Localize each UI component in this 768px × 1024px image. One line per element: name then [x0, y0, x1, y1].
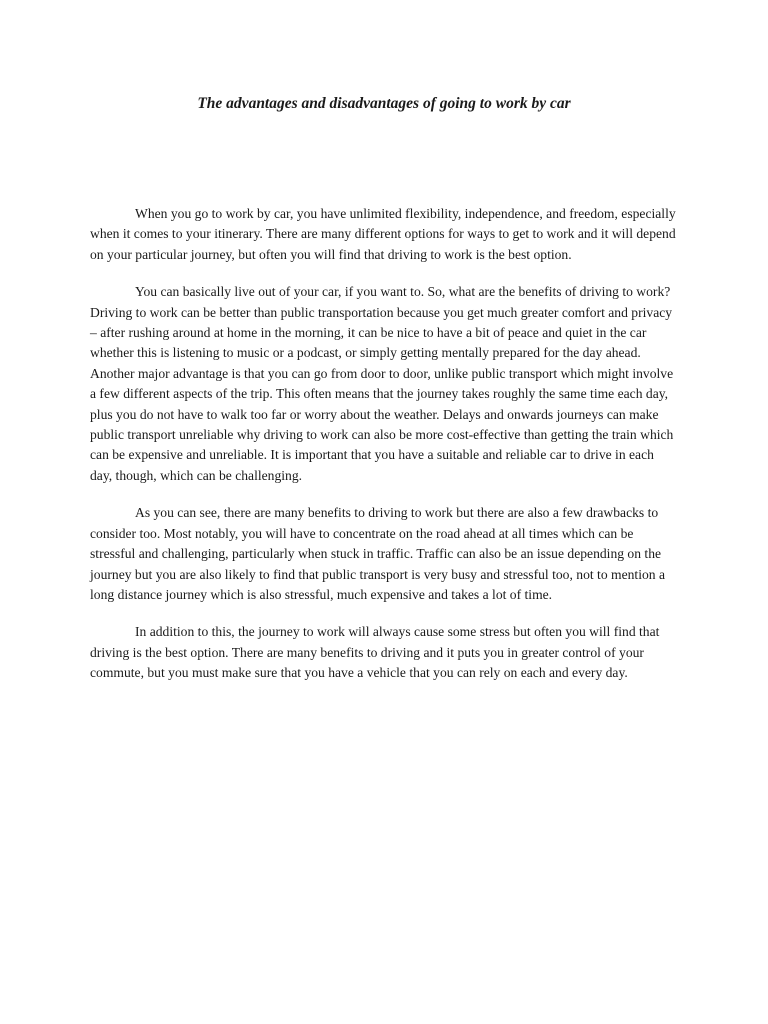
paragraph-benefits: You can basically live out of your car, if you want to. So, what are the benefits of driving to work? Driving to work can be better than public transportation because you get much greater comfort and privacy – after rushing around at home in the morning, it can be nice to have a bit of peace and quiet in the car whether this is listening to music or a podcast, or simply getting mentally prepared for the day ahead. Another major advantage is that you can go from door to door, unlike public transport which might involve a few different aspects of the trip. This often means that the journey takes roughly the same time each day, plus you do not have to walk too far or worry about the weather. Delays and onwards journeys can make public transport unreliable why driving to work can also be more cost-effective than getting the train which can be expensive and unreliable. It is important that you have a suitable and reliable car to drive in each day, though, which can be challenging.: [90, 284, 674, 483]
document-title: The advantages and disadvantages of going to work by car: [197, 95, 571, 112]
document-body: [90, 204, 678, 701]
paragraph-intro: When you go to work by car, you have unlimited flexibility, independence, and freedom, especially when it comes to your itinerary. There are many different options for ways to get to work and it will depend on your particular journey, but often you will find that driving to work is the best option.: [90, 206, 676, 262]
paragraph-conclusion: In addition to this, the journey to work will always cause some stress but often you will find that driving is the best option. There are many benefits to driving and it puts you in greater control of your commute, but you must make sure that you have a vehicle that you can rely on each and every day.: [90, 624, 660, 681]
paragraph-drawbacks: As you can see, there are many benefits to driving to work but there are also a few drawbacks to consider too. Most notably, you will have to concentrate on the road ahead at all times which can be stressful and challenging, particularly when stuck in traffic. Traffic can also be an issue depending on the journey but you are also likely to find that public transport is very busy and stressful too, not to mention a long distance journey which is also stressful, much expensive and takes a lot of time.: [90, 505, 665, 602]
